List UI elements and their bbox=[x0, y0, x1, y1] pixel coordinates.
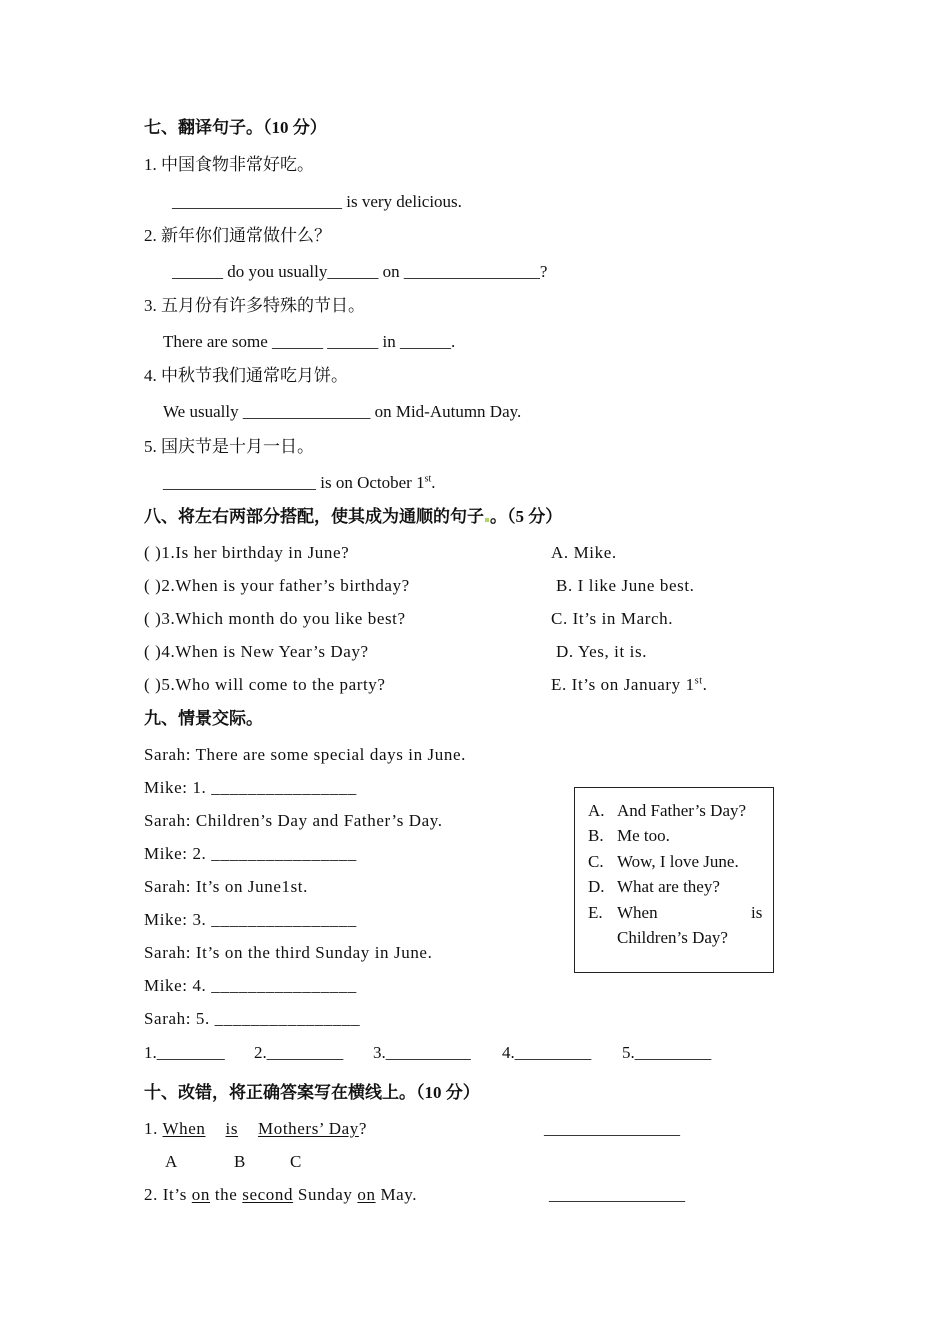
dialogue-line-5: Sarah: It’s on June1st. bbox=[144, 877, 308, 896]
option-e-label: E. bbox=[588, 903, 603, 922]
s10-q2-pre: 2. It’s bbox=[144, 1185, 192, 1204]
option-b-text: Me too. bbox=[617, 826, 670, 845]
option-d-text: What are they? bbox=[617, 877, 720, 896]
s8-right-a: A. Mike. bbox=[551, 543, 617, 562]
s8-left-1: ( )1.Is her birthday in June? bbox=[144, 543, 350, 562]
option-d-label: D. bbox=[588, 877, 605, 896]
s10-q1 bbox=[144, 1119, 367, 1139]
option-b-label: B. bbox=[588, 826, 604, 845]
s10-q1-end: ? bbox=[358, 1119, 368, 1138]
dialogue-line-7: Sarah: It’s on the third Sunday in June. bbox=[144, 943, 433, 962]
s7-q1: 1. 中国食物非常好吃。 bbox=[144, 155, 314, 174]
s8-right-e-sup: st bbox=[694, 675, 703, 687]
dialogue-line-8: Mike: 4. ________________ bbox=[144, 976, 357, 995]
option-e-is: is bbox=[751, 903, 763, 922]
s7-a1 bbox=[172, 192, 462, 212]
s8-left-2: ( )2.When is your father’s birthday? bbox=[144, 576, 410, 595]
option-e bbox=[588, 903, 658, 923]
section-8-title bbox=[144, 507, 562, 527]
dialogue-line-3: Sarah: Children’s Day and Father’s Day. bbox=[144, 811, 443, 830]
s7-q4: 4. 中秋节我们通常吃月饼。 bbox=[144, 366, 348, 385]
s10-q2 bbox=[144, 1185, 417, 1205]
s7-a5-sup: st bbox=[424, 473, 432, 485]
s10-q2-on-2: on bbox=[357, 1185, 376, 1204]
s10-q1-is: is bbox=[225, 1119, 239, 1138]
answer-blank-2: 2._________ bbox=[254, 1043, 344, 1062]
s10-q1-label-b: B bbox=[234, 1152, 246, 1171]
s7-a5-end: . bbox=[431, 473, 436, 492]
s8-title-pre: 八、将左右两部分搭配，使其成为通顺的句子 bbox=[144, 507, 484, 526]
s7-a2: ______ do you usually______ on ________________? bbox=[172, 262, 548, 281]
s8-right-e bbox=[551, 675, 707, 695]
s8-left-4: ( )4.When is New Year’s Day? bbox=[144, 642, 369, 661]
option-c-text: Wow, I love June. bbox=[617, 852, 739, 871]
section-7-title: 七、翻译句子。（10 分） bbox=[144, 118, 327, 137]
option-b bbox=[588, 826, 670, 846]
s10-q1-label-c: C bbox=[290, 1152, 302, 1171]
section-10-title: 十、改错，将正确答案写在横线上。（10 分） bbox=[144, 1083, 480, 1102]
s7-a3: There are some ______ ______ in ______. bbox=[163, 332, 456, 351]
dialogue-line-9: Sarah: 5. ________________ bbox=[144, 1009, 361, 1028]
s7-q3: 3. 五月份有许多特殊的节日。 bbox=[144, 296, 365, 315]
s10-q1-num: 1. bbox=[144, 1119, 163, 1138]
option-a-text: And Father’s Day? bbox=[617, 801, 747, 820]
s8-title-post: 。（5 分） bbox=[490, 507, 563, 526]
s10-q2-answer-blank: ________________ bbox=[549, 1185, 685, 1204]
s7-a1-blank: ____________________ bbox=[172, 192, 342, 211]
s10-q1-label-a: A bbox=[165, 1152, 178, 1171]
s8-right-b: B. I like June best. bbox=[556, 576, 695, 595]
s10-q1-answer-blank: ________________ bbox=[544, 1119, 680, 1138]
answer-blank-5: 5._________ bbox=[622, 1043, 712, 1062]
s10-q1-mothers-day: Mothers’ Day bbox=[258, 1119, 359, 1138]
s10-q2-on-1: on bbox=[191, 1185, 210, 1204]
highlight-mark bbox=[485, 518, 489, 522]
answer-blank-1: 1.________ bbox=[144, 1043, 225, 1062]
s7-a5-text: __________________ is on October 1 bbox=[163, 473, 425, 492]
dialogue-line-2: Mike: 1. ________________ bbox=[144, 778, 357, 797]
option-a bbox=[588, 801, 746, 821]
section-9-title: 九、情景交际。 bbox=[144, 709, 263, 728]
s7-q5: 5. 国庆节是十月一日。 bbox=[144, 437, 314, 456]
options-box bbox=[574, 787, 774, 973]
dialogue-line-4: Mike: 2. ________________ bbox=[144, 844, 357, 863]
s7-a1-text: is very delicious. bbox=[342, 192, 462, 211]
s8-left-5: ( )5.Who will come to the party? bbox=[144, 675, 386, 694]
s7-a4: We usually _______________ on Mid-Autumn Day. bbox=[163, 402, 522, 421]
option-e-continuation: Children’s Day? bbox=[617, 928, 728, 947]
s7-q2: 2. 新年你们通常做什么？ bbox=[144, 226, 331, 245]
s8-right-c: C. It’s in March. bbox=[551, 609, 674, 628]
option-e-text-a: When bbox=[617, 903, 658, 922]
s7-a5 bbox=[163, 473, 436, 493]
dialogue-line-6: Mike: 3. ________________ bbox=[144, 910, 357, 929]
answer-blank-4: 4._________ bbox=[502, 1043, 592, 1062]
s10-q1-when: When bbox=[162, 1119, 206, 1138]
s10-q2-second: second bbox=[242, 1185, 294, 1204]
s10-q2-mid1: the bbox=[209, 1185, 243, 1204]
s8-right-e-end: . bbox=[702, 675, 708, 694]
option-c bbox=[588, 852, 739, 872]
s10-q2-end: May. bbox=[375, 1185, 418, 1204]
option-a-label: A. bbox=[588, 801, 605, 820]
s8-left-3: ( )3.Which month do you like best? bbox=[144, 609, 406, 628]
dialogue-line-1: Sarah: There are some special days in June. bbox=[144, 745, 466, 764]
s8-right-e-text: E. It’s on January 1 bbox=[551, 675, 695, 694]
s8-right-d: D. Yes, it is. bbox=[556, 642, 648, 661]
option-d bbox=[588, 877, 720, 897]
s10-q2-mid2: Sunday bbox=[293, 1185, 358, 1204]
answer-blank-3: 3.__________ bbox=[373, 1043, 471, 1062]
option-c-label: C. bbox=[588, 852, 604, 871]
